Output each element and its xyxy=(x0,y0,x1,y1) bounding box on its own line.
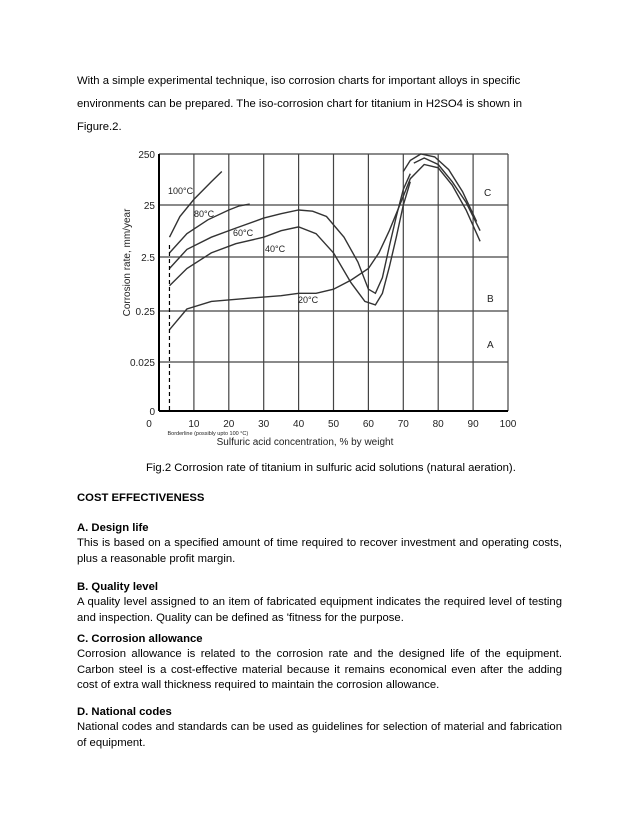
y-tick-label: 0 xyxy=(149,407,155,418)
x-tick-label: 100 xyxy=(499,419,517,430)
x-tick-label: 90 xyxy=(467,419,479,430)
section-title: COST EFFECTIVENESS xyxy=(77,492,205,504)
x-tick-label: 40 xyxy=(293,419,305,430)
series-curve-5 xyxy=(403,154,476,222)
y-tick-label: 250 xyxy=(138,150,155,161)
design-life-text: This is based on a specified amount of time required to recover investment and operating costs, plus a reasonable profit margin. xyxy=(77,537,562,565)
x-tick-label: 0 xyxy=(146,419,152,430)
y-tick-label: 0.025 xyxy=(129,358,155,369)
quality-level-section xyxy=(77,580,562,626)
chart-curves xyxy=(170,154,481,330)
iso-corrosion-chart xyxy=(110,140,530,455)
national-codes-section xyxy=(77,705,562,751)
temperature-label: 100°C xyxy=(168,186,194,196)
corrosion-allowance-section xyxy=(77,632,562,694)
design-life-heading: A. Design life xyxy=(77,522,149,534)
region-label-b: B xyxy=(487,294,494,305)
temperature-label: 40°C xyxy=(265,244,286,254)
series-curve-2 xyxy=(170,174,411,294)
x-tick-label: 70 xyxy=(397,419,409,430)
quality-level-text: A quality level assigned to an item of fabricated equipment indicates the required level of testing and inspection. Quality can be defined as 'fitness for the purpose. xyxy=(77,596,562,624)
figure-caption: Fig.2 Corrosion rate of titanium in sulfuric acid solutions (natural aeration). xyxy=(146,462,516,474)
design-life-section xyxy=(77,521,562,567)
y-axis-title: Corrosion rate, mm/year xyxy=(122,208,133,317)
intro-paragraph: With a simple experimental technique, iso corrosion charts for important alloys in specific environments can be prepared. The iso-corrosion chart for titanium in H2SO4 is shown in Figure.2. xyxy=(77,75,522,133)
x-tick-label: 10 xyxy=(188,419,200,430)
national-codes-text: National codes and standards can be used as guidelines for selection of material and fabrication of equipment. xyxy=(77,721,562,749)
national-codes-heading: D. National codes xyxy=(77,706,172,718)
corrosion-allowance-heading: C. Corrosion allowance xyxy=(77,633,203,645)
x-tick-label: 80 xyxy=(432,419,444,430)
y-tick-label: 25 xyxy=(143,201,155,212)
temperature-label: 60°C xyxy=(233,228,254,238)
region-label-c: C xyxy=(484,188,492,199)
x-tick-label: 30 xyxy=(258,419,270,430)
region-label-a: A xyxy=(487,340,494,351)
x-axis-title: Sulfuric acid concentration, % by weight xyxy=(216,437,394,448)
series-curve-3 xyxy=(170,182,411,305)
x-tick-label: 20 xyxy=(223,419,235,430)
y-tick-label: 2.5 xyxy=(141,253,155,264)
borderline-note: Borderline (possibly upto 100 °C) xyxy=(167,431,249,437)
temperature-label: 80°C xyxy=(194,209,215,219)
x-tick-label: 60 xyxy=(362,419,374,430)
quality-level-heading: B. Quality level xyxy=(77,581,158,593)
series-curve-4 xyxy=(170,165,481,330)
temperature-label: 20°C xyxy=(298,295,319,305)
x-tick-label: 50 xyxy=(327,419,340,430)
corrosion-allowance-text: Corrosion allowance is related to the corrosion rate and the designed life of the equipment. Carbon steel is a cost-effective material because it remains economical even after the adding cost of extra wall thickness required to maintain the corrosion allowance. xyxy=(77,648,562,691)
y-tick-label: 0.25 xyxy=(135,307,155,318)
